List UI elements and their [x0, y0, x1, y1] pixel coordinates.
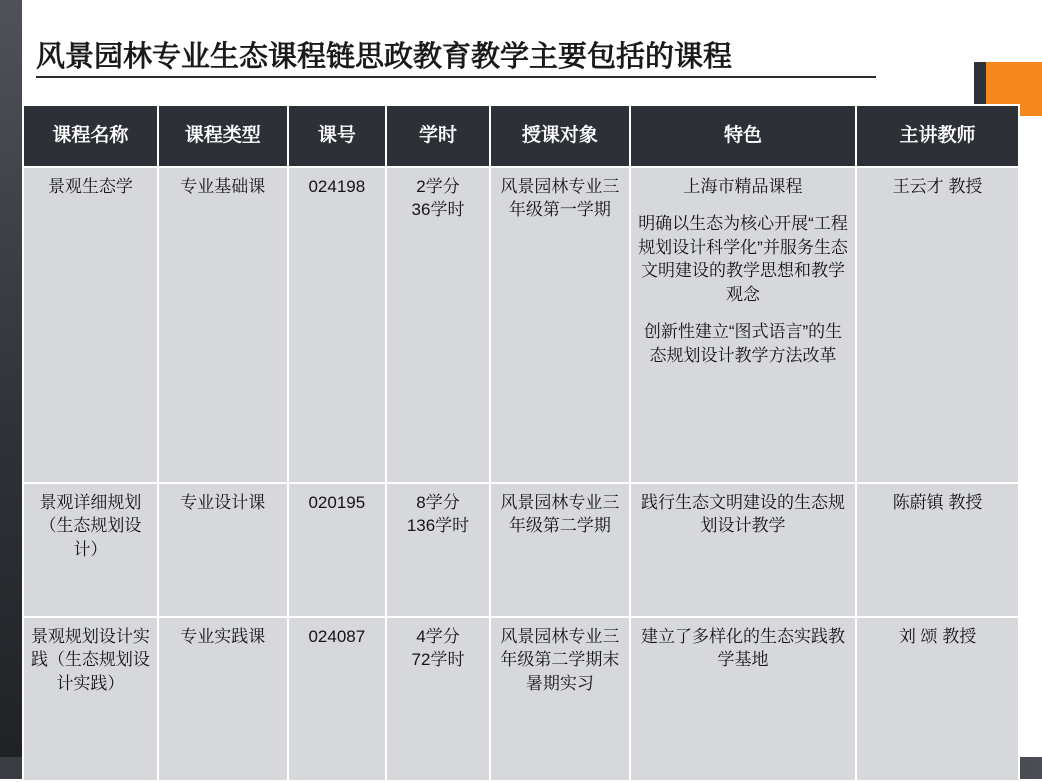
cell-course-hours [386, 617, 490, 781]
cell-course-teacher: 王云才 教授 [856, 167, 1019, 483]
cell-course-code: 020195 [288, 483, 387, 617]
feature-item: 明确以生态为核心开展“工程规划设计科学化”并服务生态文明建设的教学思想和教学观念 [638, 214, 848, 304]
feature-item: 践行生态文明建设的生态规划设计教学 [641, 493, 846, 536]
table-header-row [23, 105, 1019, 167]
cell-course-hours [386, 483, 490, 617]
cell-course-name: 景观规划设计实践（生态规划设计实践） [23, 617, 158, 781]
hours-line-2: 136学时 [406, 516, 470, 536]
column-header-teacher: 主讲教师 [856, 105, 1019, 167]
cell-course-features [630, 483, 856, 617]
cell-course-name: 景观生态学 [23, 167, 158, 483]
title-underline [36, 76, 876, 78]
column-header-audience: 授课对象 [490, 105, 630, 167]
feature-item: 建立了多样化的生态实践教学基地 [641, 627, 846, 670]
cell-course-code: 024198 [288, 167, 387, 483]
column-header-code: 课号 [288, 105, 387, 167]
cell-course-features [630, 167, 856, 483]
hours-line-1: 8学分 [416, 493, 460, 512]
column-header-features: 特色 [630, 105, 856, 167]
cell-course-type: 专业设计课 [158, 483, 288, 617]
cell-course-hours [386, 167, 490, 483]
hours-line-2: 36学时 [411, 200, 465, 220]
feature-item: 创新性建立“图式语言”的生态规划设计教学方法改革 [643, 322, 843, 365]
dark-accent-bar [974, 62, 986, 106]
cell-course-audience: 风景园林专业三年级第一学期 [490, 167, 630, 483]
cell-course-type: 专业基础课 [158, 167, 288, 483]
column-header-name: 课程名称 [23, 105, 158, 167]
hours-line-1: 2学分 [416, 177, 460, 196]
hours-line-2: 72学时 [411, 650, 465, 670]
cell-course-audience: 风景园林专业三年级第二学期 [490, 483, 630, 617]
cell-course-features [630, 617, 856, 781]
cell-course-name: 景观详细规划（生态规划设计） [23, 483, 158, 617]
column-header-type: 课程类型 [158, 105, 288, 167]
cell-course-audience: 风景园林专业三年级第二学期末暑期实习 [490, 617, 630, 781]
cell-course-code: 024087 [288, 617, 387, 781]
page-title: 风景园林专业生态课程链思政教育教学主要包括的课程 [36, 41, 733, 73]
hours-line-1: 4学分 [416, 627, 460, 646]
table-row [23, 167, 1019, 483]
table-row [23, 483, 1019, 617]
column-header-hours: 学时 [386, 105, 490, 167]
cell-course-teacher: 陈蔚镇 教授 [856, 483, 1019, 617]
cell-course-teacher: 刘 颂 教授 [856, 617, 1019, 781]
feature-item: 上海市精品课程 [683, 177, 803, 196]
left-decorative-band [0, 0, 22, 779]
course-table-wrapper [22, 104, 1020, 782]
table-row [23, 617, 1019, 781]
course-table [22, 104, 1020, 782]
cell-course-type: 专业实践课 [158, 617, 288, 781]
